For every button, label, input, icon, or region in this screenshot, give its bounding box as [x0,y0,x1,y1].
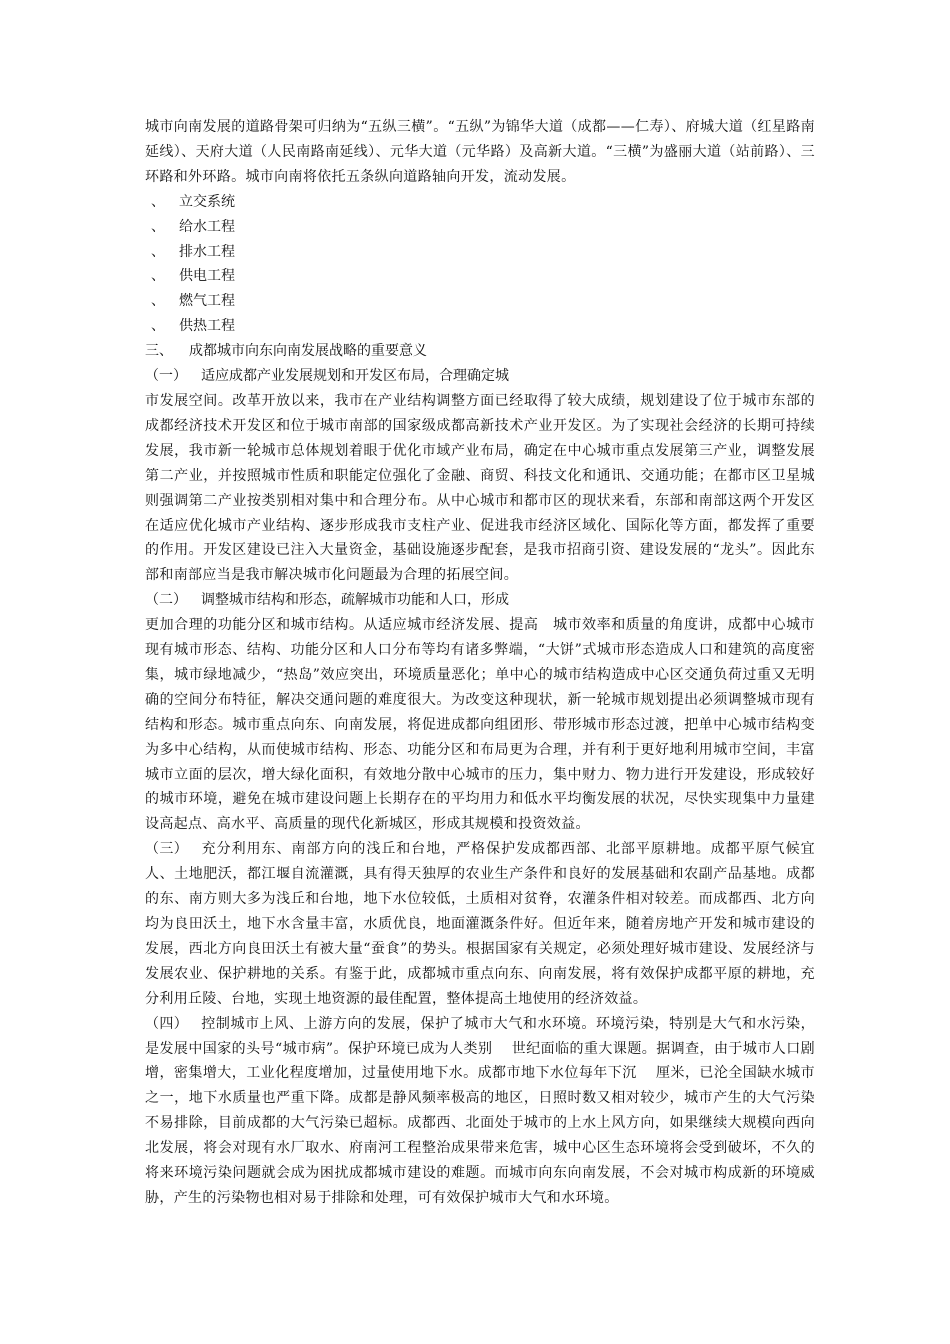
list-mark: 、 [151,193,165,210]
subsection-text: 控制城市上风、上游方向的发展，保护了城市大气和水环境。环境污染，特别是大气和水污染，是发展中国家的头号“城市病”。保护环境已成为人类别 世纪面临的重大课题。据调查，由于城市人口剧增，密集增大，工业化程度增加，过量使用地下水。成都市地下水位每年下沉 厘米，已沦全国缺水城市之一，地下水质量也严重下降。成都是静风频率极高的地区，日照时数又相对较少，城市产生的大气污染不易排除，目前成都的大气污染已超标。成都西、北面处于城市的上水上风方向，如果继续大规模向西向北发展，将会对现有水厂取水、府南河工程整治成果带来危害，城中心区生态环境将会受到破坏，不久的将来环境污染问题就会成为困扰成都城市建设的难题。而城市向东向南发展，不会对城市构成新的环境威胁，产生的污染物也相对易于排除和处理，可有效保护城市大气和水环境。 [145,1015,815,1206]
subsection-text: 充分利用东、南部方向的浅丘和台地，严格保护发成都西部、北部平原耕地。成都平原气候宜人、土地肥沃，都江堰自流灌溉，具有得天独厚的农业生产条件和良好的发展基础和农副产品基地。成都的东、南方则大多为浅丘和台地，地下水位较低，土质相对贫脊，农灌条件相对较差。而成都西、北方向均为良田沃土，地下水含量丰富，水质优良，地面灌溉条件好。但近年来，随着房地产开发和城市建设的发展，西北方向良田沃土有被大量“蚕食”的势头。根据国家有关规定，必须处理好城市建设、发展经济与发展农业、保护耕地的关系。有鉴于此，成都城市重点向东、向南发展，将有效保护成都平原的耕地，充分利用丘陵、台地，实现土地资源的最佳配置，整体提高土地使用的经济效益。 [145,841,815,1007]
list-mark: 、 [151,293,165,310]
subsection-title: 调整城市结构和形态，疏解城市功能和人口，形成 [201,592,509,609]
subsection-body-2: 更加合理的功能分区和城市结构。从适应城市经济发展、提高 城市效率和质量的角度讲，成都中心城市现有城市形态、结构、功能分区和人口分布等均有诸多弊端，“大饼”式城市形态造成人口和建筑的高度密集，城市绿地减少，“热岛”效应突出，环境质量恶化；单中心的城市结构造成中心区交通负荷过重又无明确的空间分布特征，解决交通问题的难度很大。为改变这种现状，新一轮城市规划提出必须调整城市现有结构和形态。城市重点向东、向南发展，将促进成都向组团形、带形城市形态过渡，把单中心城市结构变为多中心结构，从而使城市结构、形态、功能分区和布局更为合理，并有利于更好地利用城市空间，丰富城市立面的层次，增大绿化面积，有效地分散中心城市的压力，集中财力、物力进行开发建设，形成较好的城市环境，避免在城市建设问题上长期存在的平均用力和低水平均衡发展的状况，尽快实现集中力量建设高起点、高水平、高质量的现代化新城区，形成其规模和投资效益。 [145,617,815,833]
engineering-list [145,190,815,339]
subsection-number: （四） [145,1015,189,1032]
list-item [145,240,815,265]
subsection-body-1: 市发展空间。改革开放以来，我市在产业结构调整方面已经取得了较大成绩，规划建设了位于城市东部的成都经济技术开发区和位于城市南部的国家级成都高新技术产业开发区。为了实现社会经济的长期可持续发展，我市新一轮城市总体规划着眼于优化市域产业布局，确定在中心城市重点发展第三产业，调整发展第二产业，并按照城市性质和职能定位强化了金融、商贸、科技文化和通讯、交通功能；在都市区卫星城则强调第二产业按类别相对集中和合理分布。从中心城市和都市区的现状来看，东部和南部这两个开发区在适应优化城市产业结构、逐步形成我市支柱产业、促进我市经济区域化、国际化等方面，都发挥了重要的作用。开发区建设已注入大量资金，基础设施逐步配套，是我市招商引资、建设发展的“龙头”。因此东部和南部应当是我市解决城市化问题最为合理的拓展空间。 [145,392,815,584]
section-heading [145,339,815,364]
subsection-number: （三） [145,841,189,858]
intro-paragraph: 城市向南发展的道路骨架可归纳为“五纵三横”。“五纵”为锦华大道（成都——仁寿）、府城大道（红星路南延线）、天府大道（人民南路南延线）、元华大道（元华路）及高新大道。“三横”为盛丽大道（站前路）、三环路和外环路。城市向南将依托五条纵向道路轴向开发，流动发展。 [145,119,815,185]
subsection-heading-2 [145,588,815,613]
list-mark: 、 [151,268,165,285]
list-item [145,215,815,240]
list-item-text: 立交系统 [179,193,235,210]
list-mark: 、 [151,318,165,335]
document-body [145,115,815,1211]
list-item-text: 供热工程 [179,318,235,335]
subsection-number: （二） [145,592,187,609]
list-mark: 、 [151,218,165,235]
list-item-text: 排水工程 [179,243,235,260]
subsection-paragraph-4 [145,1012,815,1211]
section-number: 三、 [145,343,173,360]
subsection-paragraph-3 [145,837,815,1011]
subsection-heading-1 [145,364,815,389]
subsection-number: （一） [145,368,187,385]
list-item [145,190,815,215]
list-item [145,264,815,289]
list-item-text: 给水工程 [179,218,235,235]
list-item-text: 燃气工程 [179,293,235,310]
list-item [145,314,815,339]
list-mark: 、 [151,243,165,260]
list-item-text: 供电工程 [179,268,235,285]
section-title: 成都城市向东向南发展战略的重要意义 [189,343,427,360]
subsection-title: 适应成都产业发展规划和开发区布局，合理确定城 [201,368,509,385]
list-item [145,289,815,314]
